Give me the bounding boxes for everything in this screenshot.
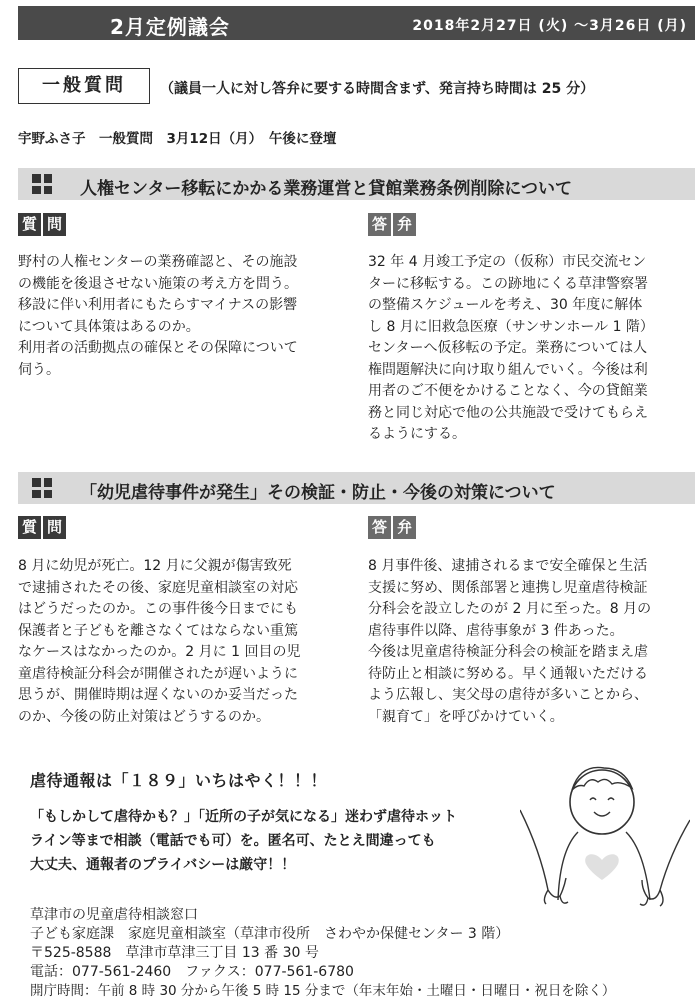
text-line: 分科会を設立したのが 2 月に至った。8 月の	[368, 601, 652, 617]
text-line: 野村の人権センターの業務確認と、その施設	[18, 254, 298, 270]
question-badge-char: 問	[43, 516, 66, 539]
answer-badge	[368, 213, 416, 236]
text-line: 今後は児童虐待検証分科会の検証を踏まえ虐	[368, 644, 648, 660]
question-badge-char: 質	[18, 213, 41, 236]
contact-line: 子ども家庭課 家庭児童相談室（草津市役所 さわやか保健センター 3 階）	[30, 926, 510, 942]
grid-square-icon	[32, 174, 52, 194]
text-line: 待防止と相談に努める。早く通報いただける	[368, 665, 648, 682]
answer-badge-char: 答	[368, 213, 391, 236]
general-question-note: （議員一人に対し答弁に要する時間含まず、発言持ち時間は 25 分）	[160, 81, 595, 97]
text-line: センターへ仮移転の予定。業務については人	[368, 340, 648, 356]
answer-badge-char: 弁	[393, 213, 416, 236]
text-line: るようにする。	[368, 426, 466, 442]
grid-square-icon	[32, 478, 52, 498]
text-line: で逮捕されたその後、家庭児童相談室の対応	[18, 579, 298, 596]
answer-text	[368, 556, 693, 728]
text-line: 利用者の活動拠点の確保とその保障について	[18, 340, 298, 356]
hotline-message	[30, 805, 525, 877]
contact-line: 〒525-8588 草津市草津三丁目 13 番 30 号	[30, 945, 319, 961]
child-body-icon	[558, 832, 578, 900]
question-badge	[18, 516, 66, 539]
answer-badge	[368, 516, 416, 539]
question-text	[18, 252, 353, 381]
text-line: 大丈夫、通報者のプライバシーは厳守！！	[30, 857, 296, 873]
speaker-line: 宇野ふさ子 一般質問 3月12日（月） 午後に登壇	[18, 131, 337, 147]
text-line: の整備スケジュールを考え、30 年度に解体	[368, 297, 643, 313]
text-line: 虐待事件以降、虐待事象が 3 件あった。	[368, 622, 624, 639]
right-hand-icon	[640, 820, 690, 906]
text-line: の機能を後退させない施策の考え方を問う。	[18, 275, 298, 292]
text-line: ターに移転する。この跡地にくる草津警察署	[368, 275, 648, 292]
text-line: 童虐待検証分科会が開催されたが遅いように	[18, 665, 298, 682]
topic-title: 人権センター移転にかかる業務運営と貸館業務条例削除について	[80, 179, 572, 199]
session-title: 2月定例議会	[110, 15, 230, 39]
eye-icon	[608, 798, 614, 800]
contact-info	[30, 906, 615, 1001]
text-line: はどうだったのか。この事件後今日までにも	[18, 601, 298, 617]
answer-badge-char: 答	[368, 516, 391, 539]
eye-icon	[590, 798, 596, 800]
session-header	[18, 6, 695, 40]
mouth-icon	[594, 812, 610, 816]
question-badge	[18, 213, 66, 236]
topic-heading	[18, 168, 695, 200]
topic-title: 「幼児虐待事件が発生」その検証・防止・今後の対策について	[80, 483, 556, 503]
text-line: 「もしかして虐待かも？」「近所の子が気になる」迷わず虐待ホット	[30, 809, 457, 825]
text-line: について具体策はあるのか。	[18, 318, 200, 335]
hotline-title: 虐待通報は「１８９」いちはやく！！！	[30, 771, 328, 790]
text-line: し 8 月に旧救急医療（サンサンホール 1 階）	[368, 318, 654, 335]
contact-line: 開庁時間：午前 8 時 30 分から午後 5 時 15 分まで（年末年始・土曜日・日曜日・祝日を除く）	[30, 983, 616, 999]
text-line: 支援に努め、関係部署と連携し児童虐待検証	[368, 579, 648, 596]
general-question-label: 一般質問	[18, 68, 150, 104]
text-line: 思うが、開催時期は遅くないのか妥当だった	[18, 687, 298, 703]
text-line: 権問題解決に向け取り組んでいく。今後は利	[368, 361, 648, 378]
text-line: 8 月事件後、逮捕されるまで安全確保と生活	[368, 558, 648, 574]
text-line: 8 月に幼児が死亡。12 月に父親が傷害致死	[18, 558, 292, 574]
contact-line: 電話：077-561-2460 ファクス：077-561-6780	[30, 964, 354, 980]
text-line: 用者のご不便をかけることなく、今の貸館業	[368, 383, 648, 399]
session-date-range: 2018年2月27日 (火) ～3月26日 (月)	[412, 18, 687, 34]
heart-icon	[585, 854, 619, 880]
child-hands-illustration	[520, 750, 690, 910]
text-line: のか、今後の防止対策はどうするのか。	[18, 708, 270, 725]
text-line: 移設に伴い利用者にもたらすマイナスの影響	[18, 297, 298, 313]
text-line: 32 年 4 月竣工予定の（仮称）市民交流セン	[368, 254, 647, 270]
text-line: よう広報し、実父母の虐待が多いことから、	[368, 687, 648, 703]
text-line: 務と同じ対応で他の公共施設で受けてもらえ	[368, 404, 648, 421]
answer-badge-char: 弁	[393, 516, 416, 539]
text-line: ライン等まで相談（電話でも可）を。匿名可、たとえ間違っても	[30, 833, 436, 849]
answer-text	[368, 252, 693, 446]
contact-line: 草津市の児童虐待相談窓口	[30, 907, 198, 923]
question-badge-char: 問	[43, 213, 66, 236]
text-line: 伺う。	[18, 361, 60, 378]
left-hand-icon	[520, 810, 568, 904]
text-line: 保護者と子どもを離さなくてはならない重篤	[18, 622, 298, 639]
text-line: なケースはなかったのか。2 月に 1 回目の児	[18, 644, 301, 660]
child-body-icon	[626, 832, 650, 900]
topic-heading	[18, 472, 695, 504]
question-badge-char: 質	[18, 516, 41, 539]
text-line: 「親育て」を呼びかけていく。	[368, 708, 564, 725]
question-text	[18, 556, 358, 728]
